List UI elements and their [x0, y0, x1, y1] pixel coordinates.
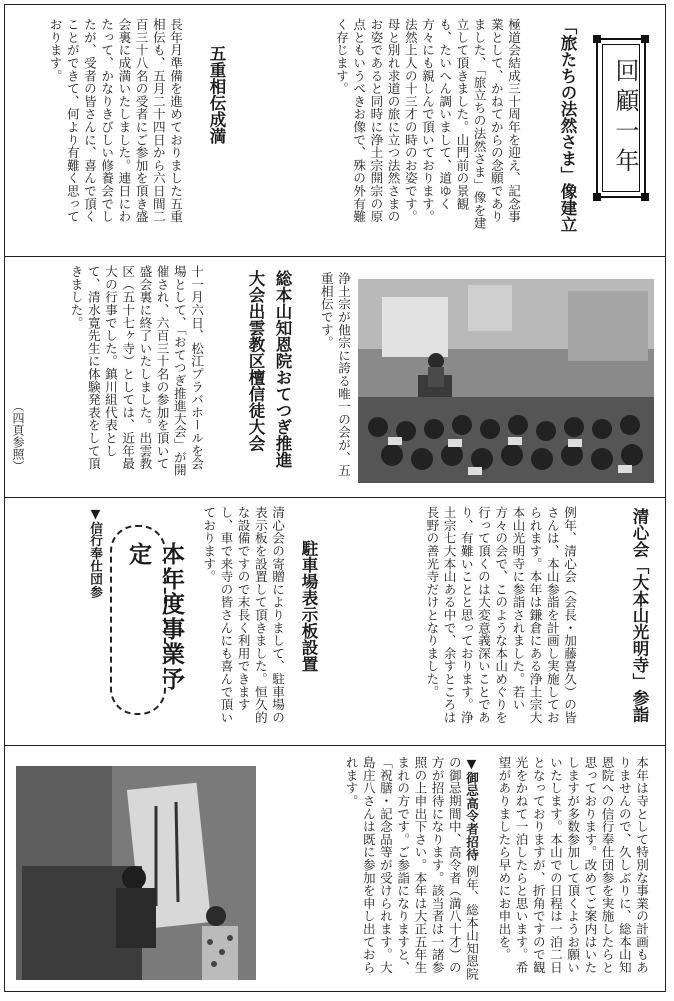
article-heading: ▼御忌高令者招待 — [464, 756, 479, 861]
article-body: 例年、清心会（会長・加藤喜久）の皆さんは、本山参詣を計画し実施しておられます。本年は鎌倉にある浄土宗大本山光明寺に参詣されました。若い方々の会で、このような本山めぐりを行って頂くのは大変意義深いことであり、有難いことと思っております。浄土宗七大本山ある中で、余すところは長野の善光寺だけとなりました。 — [424, 506, 577, 724]
plan-title-box — [110, 525, 184, 715]
article-body-upper — [12, 506, 104, 731]
article-heading: 五重相伝成満 — [207, 45, 226, 144]
corner-mark — [641, 193, 649, 201]
kaiko-title-box — [596, 38, 646, 198]
article-heading: 駐車場表示板設置 — [299, 540, 318, 672]
lecture-hall-image — [358, 279, 654, 483]
section-divider-2 — [4, 497, 666, 498]
section-divider-1 — [4, 256, 666, 257]
article-heading: ▼信行奉仕団参 — [88, 506, 103, 598]
kaiko-title: 回顧一年 — [611, 58, 639, 178]
article-body: 例年、総本山知恩院の御忌期間中、高令者（満八十才）の方が招待になります。該当者は一諸参照の上申出下さい。本年は大正五年生まれの方です。ご参詣になりますと、「祝膳・記念品等が受けられます。大島庄八さんは既に参加を申し出ておられます。 — [343, 756, 479, 981]
page-reference: （四頁参照） — [11, 400, 25, 472]
plan-title: 本年度事業予定 — [125, 542, 184, 692]
article-heading: 清心会「大本山光明寺」参詣 — [630, 508, 649, 723]
photo-speaker — [16, 766, 256, 980]
section-divider-3 — [4, 745, 666, 746]
article-body: 清心会の寄贈によりまして、駐車場の表示板を設置して頂きました。恒久的な設備ですので末長く利用できますし、車で来寺の皆さんにも喜んで頂いております。 — [201, 506, 285, 724]
photo-caption: 浄土宗が他宗に誇る唯一の会が、五重相伝です。 — [318, 272, 351, 477]
speaker-image — [16, 766, 256, 980]
corner-mark — [593, 193, 601, 201]
article-body: 本年は寺として特別な事業の計画もありませんので、久しぶりに、総本山知恩院への信行奉仕団参を実施したらと思っております。改めてご案内はいたしますが多数参加して頂くようお願いいたします。本山での日程は一泊二日となっておりますが、折角ですので観光をかねて一泊したらと思います。希望がありましたら早めにお申出を。 — [496, 756, 649, 974]
article-7 — [266, 756, 480, 981]
article-heading: 総本山知恩院おてつぎ推進大会出雲教区檀信徒大会 — [246, 270, 292, 468]
photo-lecture-hall — [358, 279, 654, 483]
article-body: 長年月準備を進めておりました五重相伝も、五月二十四日から六日間二百三十八名の受者にご参加を頂き盛会裏に成満いたしました。連日にわたって、かなりきびしい修養会でしたが、受者の皆さんに、喜んで頂くことができて、何より有難く思っております。 — [47, 18, 183, 223]
article-heading: 「旅たちの法然さま」像建立 — [558, 18, 577, 233]
article-body: 十一月六日、松江プラバホールを会場として、「おてつぎ推進大会」が開催され、六百三十名の参加を頂いて盛会裏に終了いたしました。出雲教区（五十七ヶ寺）としては、近年最大の行事でした。鎮川組代表として、清水寛先生に体験発表をして頂きました。 — [68, 265, 204, 477]
corner-mark — [593, 35, 601, 43]
corner-mark — [641, 35, 649, 43]
article-body: 極道会結成三十周年を迎え、記念事業として、かねてからの念願でありました、「旅立ちの法然さま」像を建立して頂きました。山門前の景観も、たいへん調いまして、道ゆく方々にも親しんで頂いております。法然上人の十三才の時のお姿です。母と別れ求道の旅に立つ法然さまのお姿であると同時に浄土宗開宗の原点ともいうべきお像で、殊の外有難く存じます。 — [333, 18, 521, 230]
